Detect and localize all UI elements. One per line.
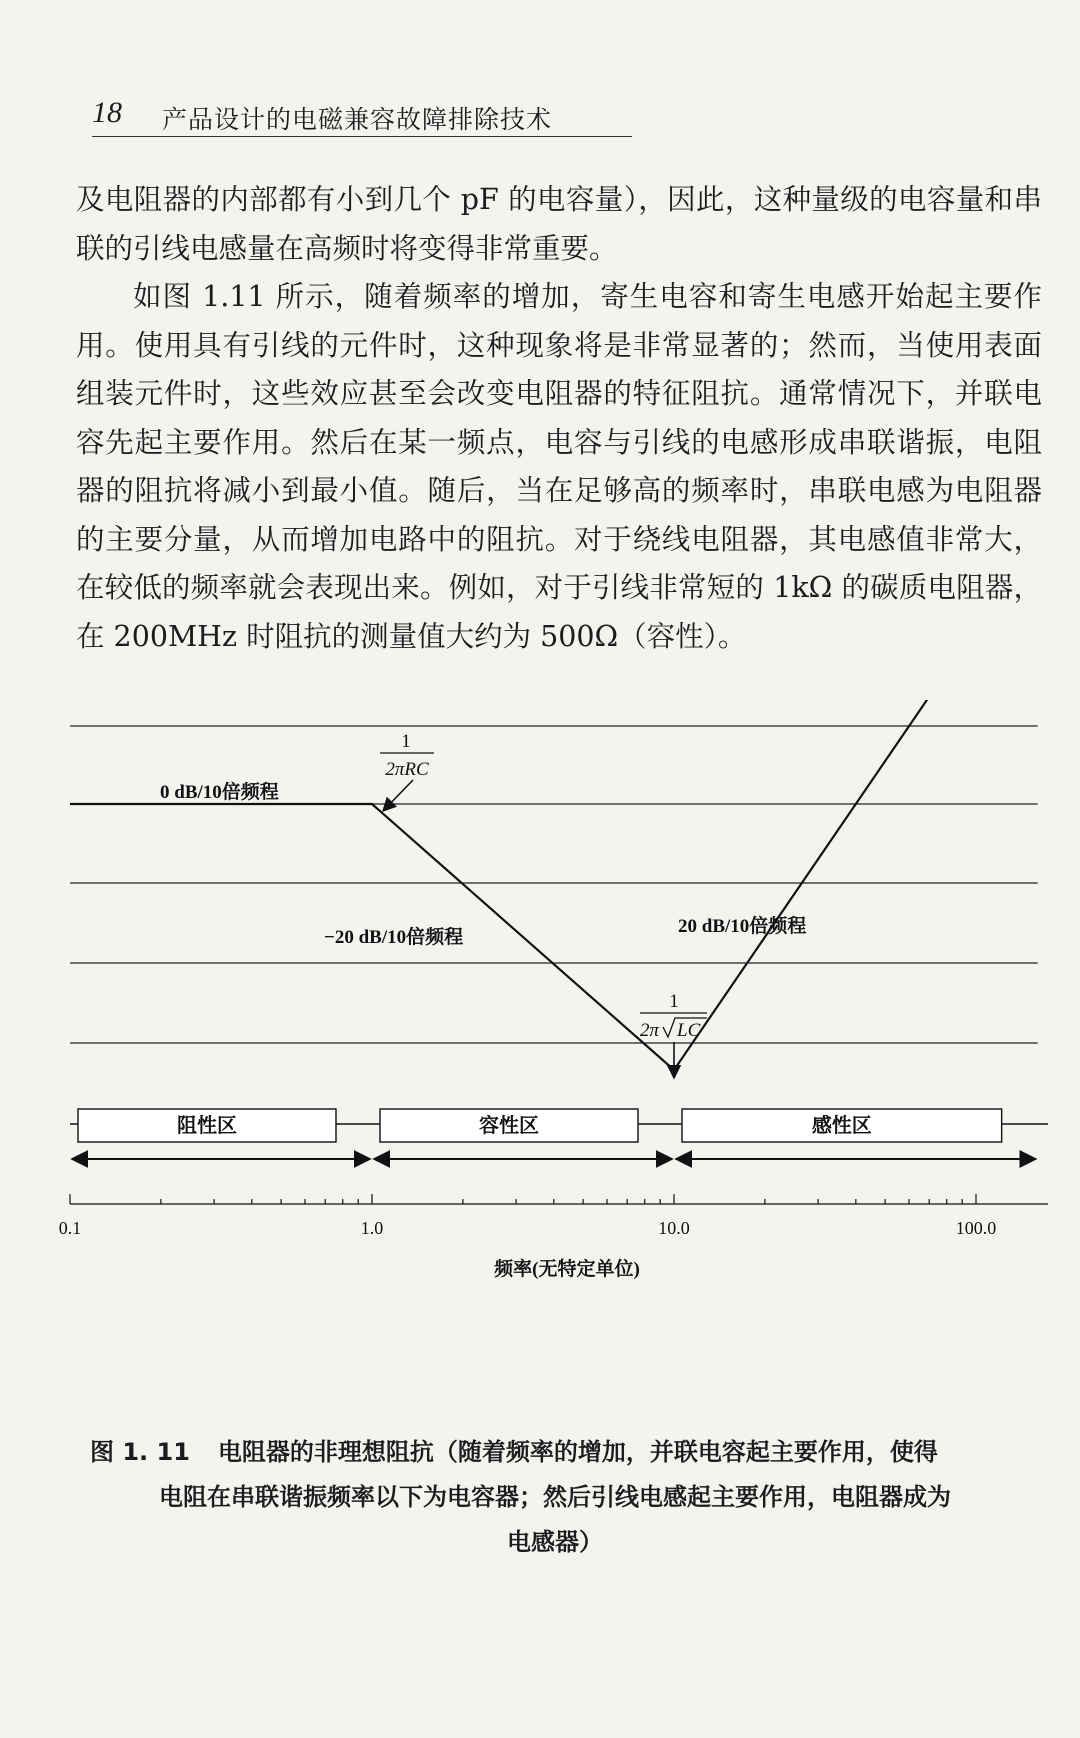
caption-text: 电阻在串联谐振频率以下为电容器；然后引线电感起主要作用，电阻器成为 (159, 1483, 951, 1511)
page-number: 18 (92, 96, 122, 129)
lc-resonance-annotation (640, 991, 707, 1078)
caption-text: 电阻器的非理想阻抗（随着频率的增加，并联电容起主要作用，使得 (217, 1438, 938, 1466)
slope-label-up: 20 dB/10倍频程 (678, 916, 807, 937)
slope-label-flat: 0 dB/10倍频程 (160, 782, 279, 803)
rc-fraction-denominator: 2πRC (385, 759, 429, 780)
caption-text: 电感器） (507, 1528, 603, 1556)
region-label: 感性区 (811, 1115, 872, 1137)
x-tick-label: 10.0 (658, 1218, 690, 1238)
region-label: 容性区 (479, 1115, 539, 1137)
x-tick-label: 1.0 (360, 1218, 384, 1238)
book-title: 产品设计的电磁兼容故障排除技术 (162, 105, 553, 134)
figure-number: 图 1. 11 (90, 1438, 190, 1466)
page-header (92, 96, 632, 137)
lc-fraction-denominator-root: LC (677, 1020, 701, 1041)
body-text (76, 176, 1042, 661)
impedance-curve (70, 700, 1038, 1070)
x-axis-label: 频率(无特定单位) (494, 1259, 640, 1280)
rc-corner-annotation (380, 731, 434, 811)
slope-label-down: −20 dB/10倍频程 (324, 927, 464, 948)
lc-fraction-numerator: 1 (669, 991, 679, 1012)
lc-fraction-denominator-prefix: 2π (640, 1020, 660, 1041)
impedance-figure (0, 700, 1080, 1400)
paragraph: 及电阻器的内部都有小到几个 pF 的电容量），因此，这种量级的电容量和串联的引线电感量在高频时将变得非常重要。 (76, 183, 1042, 265)
rc-fraction-numerator: 1 (401, 731, 411, 752)
x-tick-label: 0.1 (58, 1218, 82, 1238)
x-tick-label: 100.0 (955, 1218, 997, 1238)
paragraph: 如图 1.11 所示，随着频率的增加，寄生电容和寄生电感开始起主要作用。使用具有引线的元件时，这种现象将是非常显著的；然而，当使用表面组装元件时，这些效应甚至会改变电阻器的特征阻抗。通常情况下，并联电容先起主要作用。然后在某一频点，电容与引线的电感形成串联谐振，电阻器的阻抗将减小到最小值。随后，当在足够高的频率时，串联电感为电阻器的主要分量，从而增加电路中的阻抗。对于绕线电阻器，其电感值非常大，在较低的频率就会表现出来。例如，对于引线非常短的 1kΩ 的碳质电阻器，在 200MHz 时阻抗的测量值大约为 500Ω（容性）。 (76, 280, 1042, 653)
region-label: 阻性区 (177, 1115, 237, 1137)
figure-caption (90, 1430, 1020, 1565)
